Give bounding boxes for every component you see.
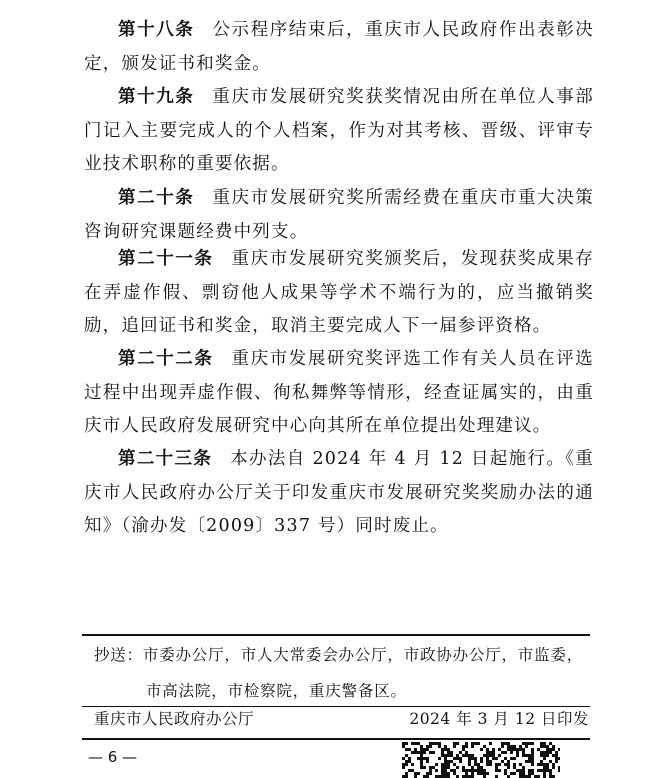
copy-to-top-rule bbox=[82, 634, 590, 636]
article-body: 重庆市发展研究奖颁奖后，发现获奖成果存在弄虚作假、剽窃他人成果等学术不端行为的，应当撤销奖励，追回证书和奖金，取消主要完成人下一届参评资格。 bbox=[84, 249, 594, 336]
article-title: 第十八条 bbox=[118, 20, 195, 40]
article-title: 第十九条 bbox=[118, 87, 195, 107]
issuer: 重庆市人民政府办公厅 bbox=[94, 710, 255, 728]
footer-bottom-rule bbox=[82, 738, 590, 740]
copy-to-line-2: 市高法院，市检察院，重庆警备区。 bbox=[146, 682, 407, 700]
article-title: 第二十三条 bbox=[118, 449, 213, 469]
article-body: 重庆市发展研究奖所需经费在重庆市重大决策咨询研究课题经费中列支。 bbox=[84, 188, 594, 242]
copy-to-line-1: 抄送：市委办公厅，市人大常委会办公厅，市政协办公厅，市监委， bbox=[94, 646, 584, 664]
article-19 bbox=[84, 81, 594, 182]
article-20 bbox=[84, 182, 594, 249]
article-body: 重庆市发展研究奖评选工作有关人员在评选过程中出现弄虚作假、徇私舞弊等情形，经查证属实的，由重庆市人民政府发展研究中心向其所在单位提出处理建议。 bbox=[84, 349, 594, 436]
issue-date: 2024 年 3 月 12 日印发 bbox=[409, 710, 589, 728]
article-18 bbox=[84, 14, 594, 81]
copy-to-block bbox=[94, 637, 590, 709]
article-body: 重庆市发展研究奖获奖情况由所在单位人事部门记入主要完成人的个人档案，作为对其考核、晋级、评审专业技术职称的重要依据。 bbox=[84, 87, 594, 174]
article-22 bbox=[84, 343, 594, 444]
article-title: 第二十二条 bbox=[118, 349, 214, 369]
page-number: — 6 — bbox=[88, 748, 138, 766]
article-title: 第二十一条 bbox=[118, 249, 214, 269]
article-23 bbox=[84, 443, 594, 544]
article-title: 第二十条 bbox=[118, 188, 195, 208]
barcode-icon bbox=[402, 742, 560, 778]
article-body: 本办法自 2024 年 4 月 12 日起施行。《重庆市人民政府办公厅关于印发重庆市发展研究奖奖励办法的通知》（渝办发〔2009〕337 号）同时废止。 bbox=[84, 449, 594, 536]
article-21 bbox=[84, 243, 594, 344]
article-body: 公示程序结束后，重庆市人民政府作出表彰决定，颁发证书和奖金。 bbox=[84, 20, 594, 74]
